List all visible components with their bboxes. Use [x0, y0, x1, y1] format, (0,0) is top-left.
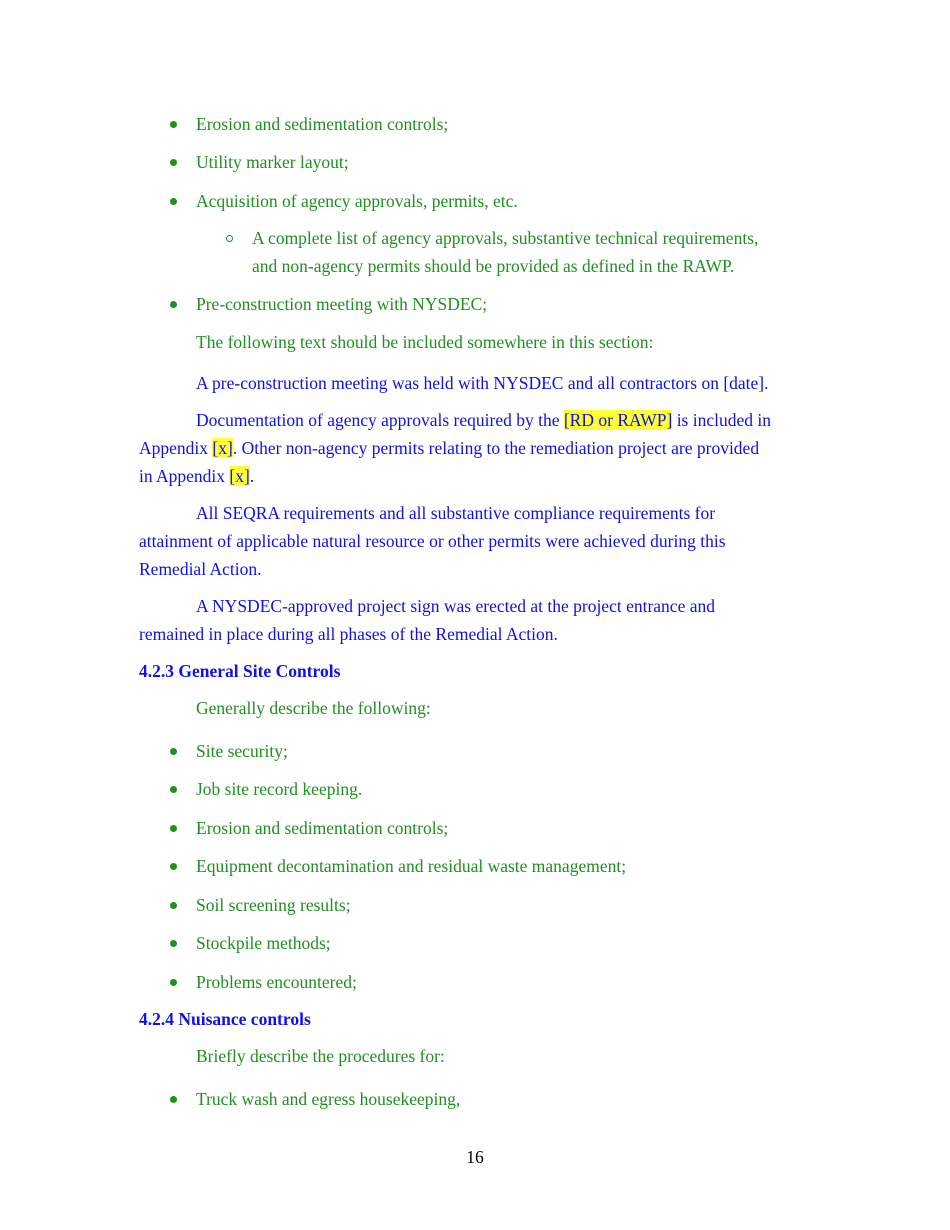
sign-paragraph-line1: A NYSDEC-approved project sign was erected at the project entrance and: [196, 596, 715, 616]
instruction-text: The following text should be included somewhere in this section:: [196, 332, 654, 352]
approvals-paragraph-line2: [139, 437, 759, 459]
section-heading-4-2-3: 4.2.3 General Site Controls: [139, 661, 341, 681]
seqra-paragraph-line1: All SEQRA requirements and all substantive compliance requirements for: [196, 503, 716, 523]
text-run: Documentation of agency approvals required by the: [196, 410, 564, 430]
list-item: Site security;: [196, 741, 288, 761]
text-run: Appendix: [139, 438, 213, 458]
text-run: in Appendix: [139, 466, 230, 486]
bullet-icon: [170, 198, 177, 205]
text-run: .: [249, 466, 255, 486]
list-item: Truck wash and egress housekeeping,: [196, 1089, 461, 1109]
list-item: Stockpile methods;: [196, 933, 331, 953]
bullet-icon: [170, 301, 177, 308]
bullet-icon: [170, 748, 177, 755]
preconstruction-statement: A pre-construction meeting was held with NYSDEC and all contractors on [date].: [196, 373, 769, 393]
section-intro: Generally describe the following:: [196, 698, 431, 718]
sub-list-item-line2: and non-agency permits should be provided as defined in the RAWP.: [252, 256, 735, 276]
bullet-icon: [170, 825, 177, 832]
bullet-icon: [170, 786, 177, 793]
sign-paragraph-line2: remained in place during all phases of the Remedial Action.: [139, 624, 558, 644]
page-number: 16: [466, 1147, 484, 1167]
highlight-placeholder: [x]: [212, 438, 233, 458]
list-item: Problems encountered;: [196, 972, 357, 992]
section-intro: Briefly describe the procedures for:: [196, 1046, 445, 1066]
approvals-paragraph-line1: [196, 409, 771, 431]
seqra-paragraph-line3: Remedial Action.: [139, 559, 262, 579]
bullet-icon: [170, 121, 177, 128]
list-item: Soil screening results;: [196, 895, 351, 915]
list-item: Equipment decontamination and residual waste management;: [196, 856, 627, 876]
list-item: Pre-construction meeting with NYSDEC;: [196, 294, 488, 314]
list-item: Erosion and sedimentation controls;: [196, 114, 449, 134]
text-run: is included in: [672, 410, 771, 430]
text-run: . Other non-agency permits relating to the remediation project are provided: [232, 438, 760, 458]
seqra-paragraph-line2: attainment of applicable natural resource or other permits were achieved during this: [139, 531, 726, 551]
bullet-icon: [170, 863, 177, 870]
hollow-bullet-icon: [226, 235, 233, 242]
section-heading-4-2-4: 4.2.4 Nuisance controls: [139, 1009, 311, 1029]
list-item: Acquisition of agency approvals, permits, etc.: [196, 191, 518, 211]
list-item: Job site record keeping.: [196, 779, 363, 799]
approvals-paragraph-line3: [139, 465, 254, 487]
bullet-icon: [170, 1096, 177, 1103]
list-item: Utility marker layout;: [196, 152, 349, 172]
highlight-placeholder: [RD or RAWP]: [563, 410, 673, 430]
bullet-icon: [170, 940, 177, 947]
sub-list-item-line1: A complete list of agency approvals, substantive technical requirements,: [252, 228, 759, 248]
bullet-icon: [170, 979, 177, 986]
list-item: Erosion and sedimentation controls;: [196, 818, 449, 838]
bullet-icon: [170, 902, 177, 909]
bullet-icon: [170, 159, 177, 166]
highlight-placeholder: [x]: [229, 466, 250, 486]
